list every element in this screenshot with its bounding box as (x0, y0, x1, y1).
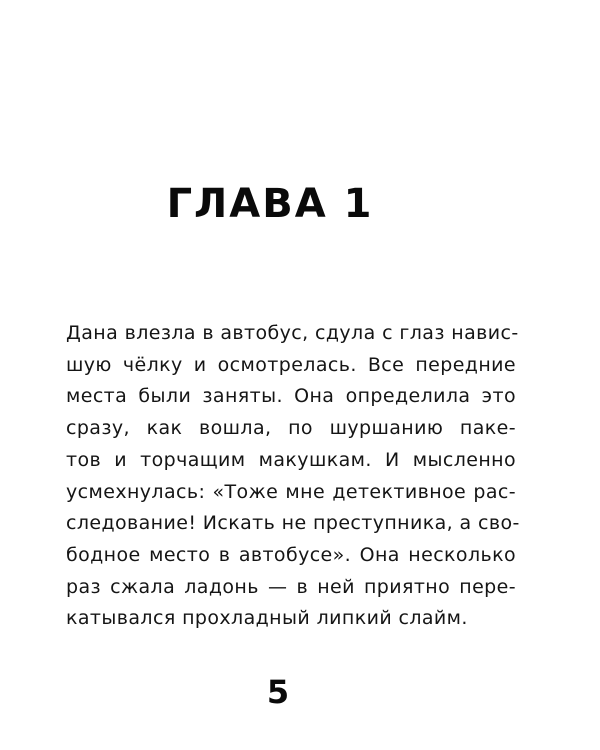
text-line: шую чёлку и осмотрелась. Все передние (66, 353, 516, 376)
page-number: 5 (266, 673, 290, 711)
text-line: тов и торчащим макушкам. И мысленно (66, 448, 516, 471)
text-line: Дана влезла в автобус, сдула с глаз навис- (66, 322, 519, 344)
text-line: раз сжала ладонь — в ней приятно пере- (66, 575, 516, 598)
chapter-title: ГЛАВА 1 (166, 181, 374, 227)
body-paragraph (66, 318, 520, 635)
text-line: следование! Искать не преступника, а сво- (66, 512, 520, 535)
text-line: сразу, как вошла, по шуршанию паке- (66, 417, 516, 440)
text-line: катывался прохладный липкий слайм. (66, 607, 468, 630)
text-line: усмехнулась: «Тоже мне детективное рас- (66, 480, 516, 503)
text-line: бодное место в автобусе». Она несколько (66, 543, 516, 566)
text-line: места были заняты. Она определила это (66, 385, 516, 408)
